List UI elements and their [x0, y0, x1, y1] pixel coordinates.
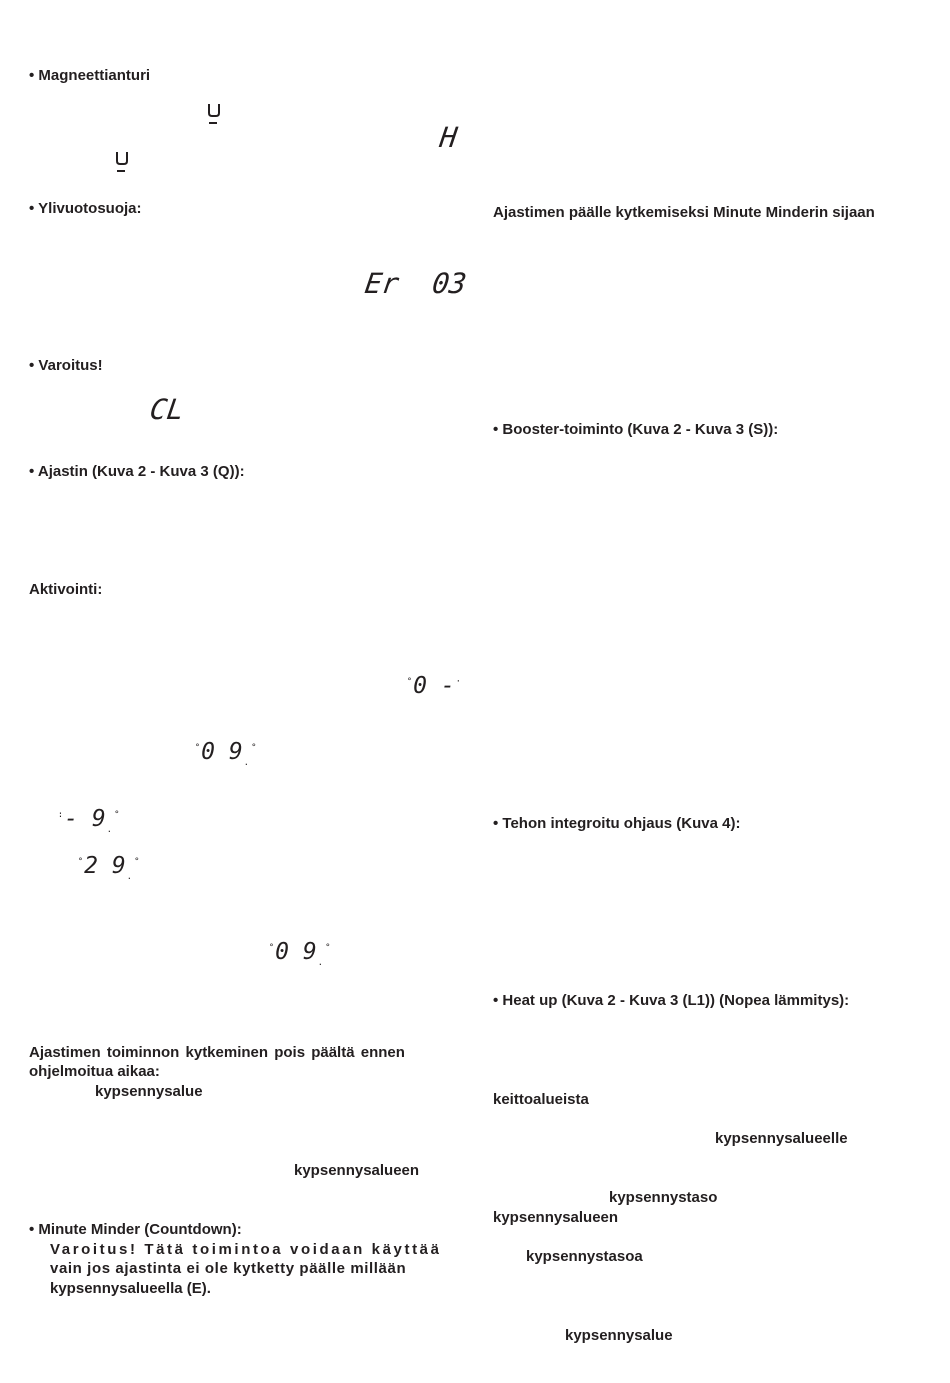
magnet-sensor-heading: • Magneettianturi: [29, 67, 151, 84]
activation-heading: Aktivointi:: [29, 581, 103, 598]
overflow-protection-heading: • Ylivuotosuoja:: [29, 200, 142, 217]
warning-heading: • Varoitus!: [29, 357, 103, 374]
cooking-zone-term: kypsennysalueen: [493, 1209, 619, 1226]
pan-symbol-icon: [206, 100, 222, 126]
pan-symbol-icon: [114, 148, 130, 174]
timer-heading: • Ajastin (Kuva 2 - Kuva 3 (Q)):: [29, 463, 245, 480]
cooking-zones-term: keittoalueista: [493, 1091, 589, 1108]
cl-display: CL: [147, 393, 187, 426]
timer-display-9: :- $9_.^\circ$: [57, 806, 120, 835]
minute-minder-warning-line-2: vain jos ajastinta ei ole kytketty päälle millään: [50, 1260, 407, 1277]
minute-minder-warning-line-1: Varoitus! Tätä toimintoa voidaan käyttää: [50, 1241, 442, 1258]
booster-heading: • Booster-toiminto (Kuva 2 - Kuva 3 (S)):: [493, 421, 779, 438]
cooking-zone-term: kypsennysalue: [95, 1083, 203, 1100]
h-display: H: [437, 121, 460, 154]
timer-display-09-a-digits: 0 9: [201, 739, 243, 765]
minute-minder-warning-line-3: kypsennysalueella (E).: [50, 1280, 211, 1297]
heat-up-heading: • Heat up (Kuva 2 - Kuva 3 (L1)) (Nopea lämmitys):: [493, 992, 850, 1009]
cooking-level-term: kypsennystaso: [609, 1189, 718, 1206]
timer-display-09-a: °0 $9_.^\circ$: [194, 739, 257, 768]
timer-display-29-digits: 2 9: [84, 853, 126, 879]
timer-display-0-digits: 0 -: [413, 673, 455, 699]
timer-instead-of-minder-line: Ajastimen päälle kytkemiseksi Minute Minderin sijaan: [493, 204, 875, 221]
minute-minder-heading: • Minute Minder (Countdown):: [29, 1221, 242, 1238]
cooking-zone-term: kypsennysalue: [565, 1327, 673, 1344]
timer-display-0: °0 -·: [406, 673, 462, 699]
timer-display-09-b-digits: 0 9: [275, 939, 317, 965]
timer-display-09-b: °0 $9_.^\circ$: [268, 939, 331, 968]
cooking-zone-term: kypsennysalueelle: [715, 1130, 848, 1147]
timer-display-29: °2 $9_.^\circ$: [77, 853, 140, 882]
error-code-display: Er 03: [362, 267, 469, 300]
cooking-zone-term: kypsennysalueen: [294, 1162, 420, 1179]
timer-display-9-digits: - 9: [64, 806, 106, 832]
power-control-heading: • Tehon integroitu ohjaus (Kuva 4):: [493, 815, 741, 832]
cooking-level-term: kypsennystasoa: [526, 1248, 643, 1265]
timer-off-line-1: Ajastimen toiminnon kytkeminen pois päältä ennen: [29, 1044, 405, 1061]
timer-off-line-2: ohjelmoitua aikaa:: [29, 1063, 160, 1080]
